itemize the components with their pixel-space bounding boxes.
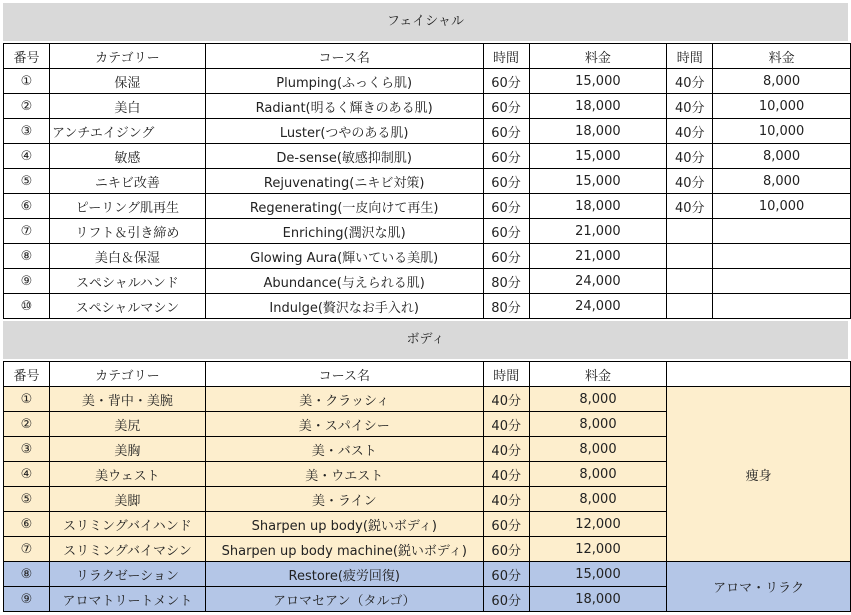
row-category: スリミングバイハンド xyxy=(49,512,205,537)
row-time-1: 60分 xyxy=(483,144,529,169)
row-course-name: De-sense(敏感抑制肌) xyxy=(205,144,483,169)
body-price-table xyxy=(3,361,851,612)
row-number: ⑨ xyxy=(4,587,50,612)
row-time-1: 80分 xyxy=(483,294,529,319)
row-category: 敏感 xyxy=(49,144,205,169)
row-category: 美脚 xyxy=(49,487,205,512)
facial-section-header xyxy=(3,3,848,41)
row-time-2: 40分 xyxy=(667,94,713,119)
row-time-1: 60分 xyxy=(483,69,529,94)
row-category: 美・背中・美腕 xyxy=(49,387,205,412)
row-price-2: 8,000 xyxy=(713,69,851,94)
row-price: 12,000 xyxy=(529,512,667,537)
row-course-name: 美・ウエスト xyxy=(205,462,483,487)
row-course-name: 美・バスト xyxy=(205,437,483,462)
row-number: ⑧ xyxy=(4,244,50,269)
row-time-2 xyxy=(667,219,713,244)
row-course-name: Indulge(贅沢なお手入れ) xyxy=(205,294,483,319)
row-price-1: 18,000 xyxy=(529,194,667,219)
facial-title: フェイシャル xyxy=(386,14,465,29)
table-row xyxy=(4,144,851,169)
row-price-2 xyxy=(713,244,851,269)
table-row xyxy=(4,69,851,94)
row-price-2: 10,000 xyxy=(713,94,851,119)
row-course-name: Sharpen up body(鋭いボディ) xyxy=(205,512,483,537)
row-price-1: 21,000 xyxy=(529,244,667,269)
row-course-name: 美・ライン xyxy=(205,487,483,512)
row-number: ① xyxy=(4,69,50,94)
row-course-name: Regenerating(一皮向けて再生) xyxy=(205,194,483,219)
group-aroma: アロマ・リラク xyxy=(667,562,851,612)
facial-price-table xyxy=(3,43,851,319)
row-price-2: 8,000 xyxy=(713,144,851,169)
row-price-1: 18,000 xyxy=(529,94,667,119)
row-number: ④ xyxy=(4,462,50,487)
row-price-1: 24,000 xyxy=(529,269,667,294)
row-price-1: 15,000 xyxy=(529,169,667,194)
body-section-header xyxy=(3,321,848,359)
header-price: 料金 xyxy=(529,362,667,387)
row-category: 美白 xyxy=(49,94,205,119)
row-category: 美ウェスト xyxy=(49,462,205,487)
row-number: ③ xyxy=(4,119,50,144)
row-price: 8,000 xyxy=(529,387,667,412)
row-category: スペシャルマシン xyxy=(49,294,205,319)
table-row xyxy=(4,219,851,244)
row-course-name: Abundance(与えられる肌) xyxy=(205,269,483,294)
row-price: 8,000 xyxy=(529,437,667,462)
row-price-2 xyxy=(713,294,851,319)
row-time-2: 40分 xyxy=(667,144,713,169)
row-price-2: 8,000 xyxy=(713,169,851,194)
row-price-2: 10,000 xyxy=(713,119,851,144)
row-time-2 xyxy=(667,244,713,269)
row-category: アロマトリートメント xyxy=(49,587,205,612)
table-row xyxy=(4,387,851,412)
row-course-name: Sharpen up body machine(鋭いボディ) xyxy=(205,537,483,562)
row-category: 美白＆保湿 xyxy=(49,244,205,269)
row-time-1: 80分 xyxy=(483,269,529,294)
row-price: 18,000 xyxy=(529,587,667,612)
row-category: 保湿 xyxy=(49,69,205,94)
row-time-2: 40分 xyxy=(667,69,713,94)
table-row xyxy=(4,244,851,269)
row-number: ⑤ xyxy=(4,487,50,512)
row-time-2: 40分 xyxy=(667,194,713,219)
row-course-name: Rejuvenating(ニキビ対策) xyxy=(205,169,483,194)
row-number: ⑥ xyxy=(4,194,50,219)
row-number: ① xyxy=(4,387,50,412)
row-price-1: 15,000 xyxy=(529,144,667,169)
table-row xyxy=(4,169,851,194)
header-course-name: コース名 xyxy=(205,362,483,387)
row-number: ② xyxy=(4,412,50,437)
header-course-name: コース名 xyxy=(205,44,483,69)
row-time: 40分 xyxy=(483,437,529,462)
row-number: ⑦ xyxy=(4,537,50,562)
group-slim: 痩身 xyxy=(667,387,851,562)
row-number: ② xyxy=(4,94,50,119)
row-category: ニキビ改善 xyxy=(49,169,205,194)
row-time: 40分 xyxy=(483,387,529,412)
row-category: リフト＆引き締め xyxy=(49,219,205,244)
row-time-2: 40分 xyxy=(667,169,713,194)
row-time: 60分 xyxy=(483,512,529,537)
row-price: 12,000 xyxy=(529,537,667,562)
table-row xyxy=(4,269,851,294)
header-time-2: 時間 xyxy=(667,44,713,69)
row-price: 8,000 xyxy=(529,412,667,437)
row-course-name: Glowing Aura(輝いている美肌) xyxy=(205,244,483,269)
row-number: ④ xyxy=(4,144,50,169)
row-course-name: Radiant(明るく輝きのある肌) xyxy=(205,94,483,119)
row-price-2 xyxy=(713,219,851,244)
row-course-name: 美・スパイシー xyxy=(205,412,483,437)
row-number: ⑥ xyxy=(4,512,50,537)
table-row xyxy=(4,562,851,587)
table-row xyxy=(4,194,851,219)
row-price: 8,000 xyxy=(529,487,667,512)
header-time: 時間 xyxy=(483,362,529,387)
row-category: 美尻 xyxy=(49,412,205,437)
row-course-name: Restore(疲労回復) xyxy=(205,562,483,587)
row-price: 15,000 xyxy=(529,562,667,587)
row-number: ⑨ xyxy=(4,269,50,294)
table-row xyxy=(4,119,851,144)
row-price-1: 18,000 xyxy=(529,119,667,144)
row-price-2 xyxy=(713,269,851,294)
header-price-2: 料金 xyxy=(713,44,851,69)
table-row xyxy=(4,294,851,319)
row-number: ③ xyxy=(4,437,50,462)
header-category: カテゴリー xyxy=(49,362,205,387)
row-course-name: Luster(つやのある肌) xyxy=(205,119,483,144)
row-time-1: 60分 xyxy=(483,219,529,244)
row-price-1: 21,000 xyxy=(529,219,667,244)
row-time: 40分 xyxy=(483,462,529,487)
row-price-2: 10,000 xyxy=(713,194,851,219)
header-time-1: 時間 xyxy=(483,44,529,69)
row-course-name: Plumping(ふっくら肌) xyxy=(205,69,483,94)
row-course-name: Enriching(潤沢な肌) xyxy=(205,219,483,244)
row-time-1: 60分 xyxy=(483,194,529,219)
body-header-row xyxy=(4,362,851,387)
row-price: 8,000 xyxy=(529,462,667,487)
row-price-1: 15,000 xyxy=(529,69,667,94)
row-time-1: 60分 xyxy=(483,244,529,269)
row-time: 60分 xyxy=(483,562,529,587)
row-time: 60分 xyxy=(483,537,529,562)
header-category: カテゴリー xyxy=(49,44,205,69)
row-time-2 xyxy=(667,269,713,294)
body-title: ボディ xyxy=(406,332,445,347)
row-number: ⑩ xyxy=(4,294,50,319)
row-price-1: 24,000 xyxy=(529,294,667,319)
header-number: 番号 xyxy=(4,44,50,69)
row-time: 60分 xyxy=(483,587,529,612)
header-group xyxy=(667,362,851,387)
facial-header-row xyxy=(4,44,851,69)
row-time: 40分 xyxy=(483,412,529,437)
row-number: ⑦ xyxy=(4,219,50,244)
row-course-name: アロマセアン（タルゴ） xyxy=(205,587,483,612)
row-course-name: 美・クラッシィ xyxy=(205,387,483,412)
row-number: ⑤ xyxy=(4,169,50,194)
row-time-1: 60分 xyxy=(483,119,529,144)
row-number: ⑧ xyxy=(4,562,50,587)
row-time-1: 60分 xyxy=(483,169,529,194)
row-category: スペシャルハンド xyxy=(49,269,205,294)
row-category: リラクゼーション xyxy=(49,562,205,587)
row-time-1: 60分 xyxy=(483,94,529,119)
row-category: ピーリング肌再生 xyxy=(49,194,205,219)
header-number: 番号 xyxy=(4,362,50,387)
row-category: 美胸 xyxy=(49,437,205,462)
row-category: スリミングバイマシン xyxy=(49,537,205,562)
header-price-1: 料金 xyxy=(529,44,667,69)
table-row xyxy=(4,94,851,119)
row-time-2 xyxy=(667,294,713,319)
row-category: アンチエイジング xyxy=(49,119,205,144)
row-time: 40分 xyxy=(483,487,529,512)
row-time-2: 40分 xyxy=(667,119,713,144)
